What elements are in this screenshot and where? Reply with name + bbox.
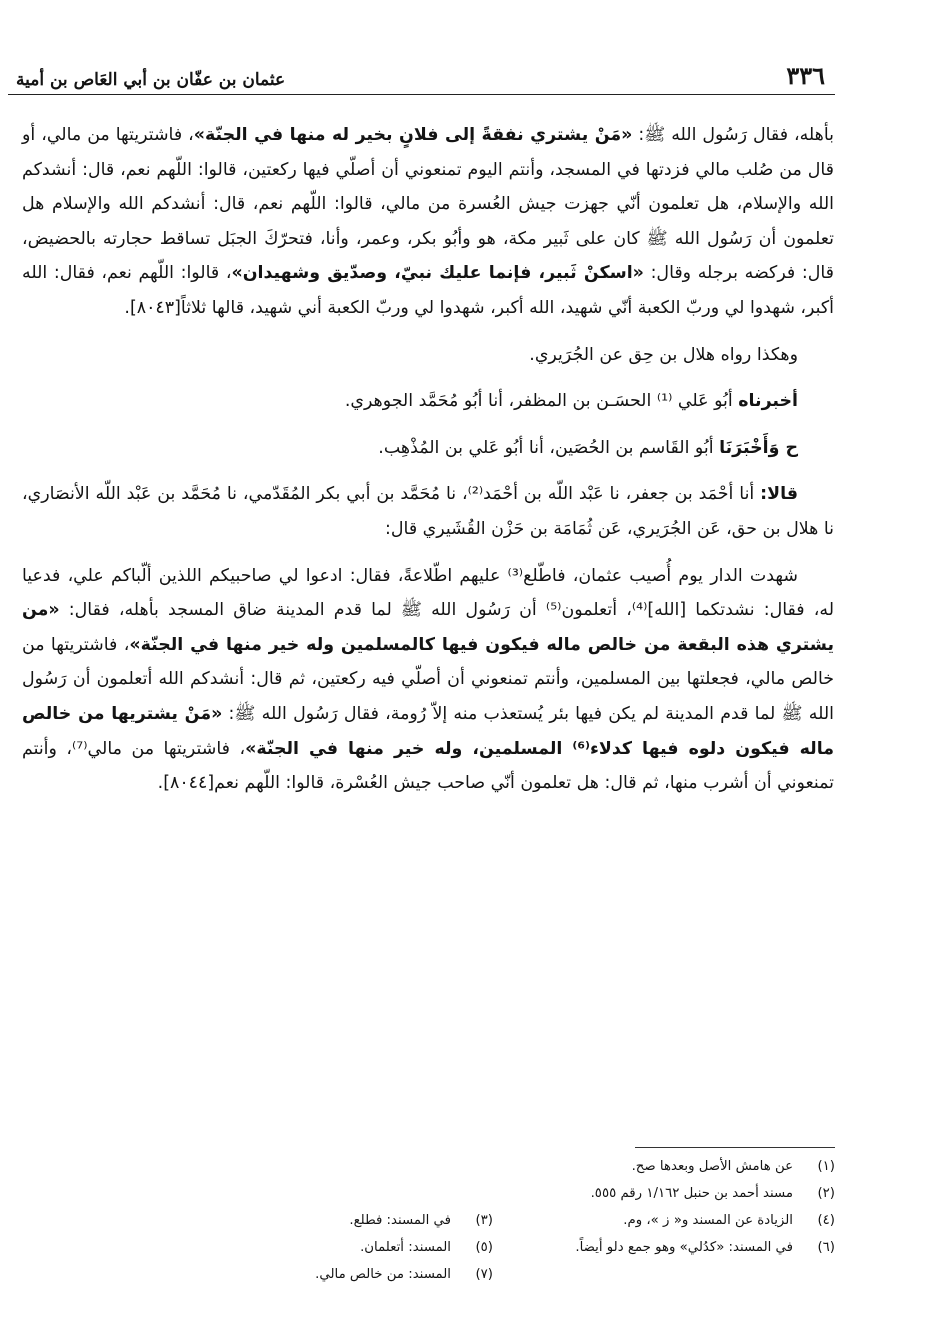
para4-text: أبُو القَاسم بن الحُصَين، أنا أبُو عَلي بن المُذْهِب. [378, 437, 720, 458]
footnote-row [150, 1180, 835, 1207]
footnote-row [150, 1153, 835, 1180]
paragraph-5 [22, 477, 834, 546]
para6-reference: [٨٠٤٤] [163, 773, 215, 794]
footnote-1 [493, 1153, 835, 1180]
para1-reference: [٨٠٤٣] [129, 297, 181, 318]
footnote-number: (١) [817, 1159, 835, 1174]
para1-text-e: ، قالوا: اللّهم نعم، فقال: الله أكبر، شهدوا لي وربّ الكعبة أنّي شهيد، الله أكبر، شهدوا لي وربّ الكعبة أني شهيد، قالها ثلاثاً [22, 263, 834, 318]
para6-text-a: شهدت الدار يوم أُصيب عثمان، فاطّلع⁽³⁾ عليهم اطّلاعةً، فقال: ادعوا لي صاحبيكم اللذين ألّباكم علي، فدعيا له، فقال: نشدتكما [الله]⁽⁴⁾، أتعلمون⁽⁵⁾ أن رَسُول الله ﷺ لما قدم المدينة ضاق المسجد بأهله، فقال: [22, 565, 834, 621]
para6-hadith-2: «مَنْ يشتريها من خالص ماله فيكون دلوه فيها كدلاء⁽⁶⁾ المسلمين، وله خير منها في الجنّة» [22, 703, 834, 759]
footnote-number: (٣) [475, 1213, 493, 1228]
para1-hadith-1: «مَنْ يشتري نفقةً إلى فلانٍ بخير له منها في الجنّة» [193, 125, 633, 145]
para1-text-c: ، فاشتريتها من مالي، أو قال من صُلب مالي فزدتها في المسجد، وأنتم اليوم تمنعوني أن أصلّي فيها ركعتين، قالوا: اللّهم نعم، قال: أنشدكم الله والإسلام، هل تعلمون أنّي جهزت جيش العُسرة من مالي، قالوا: اللّهم نعم، قال: أنشدكم الله والإسلام هل تعلمون أن رَسُول الله ﷺ كان على ثَبير مكة، هو وأبُو بكر، وعمر، وأنا، فتحرّكَ الجبَل تساقط حجارته بالحضيض، قال: فركضه برجله وقال: [22, 125, 834, 284]
footnote-text: في المسند: «كدُلي» وهو جمع دلو أيضاً. [575, 1240, 793, 1255]
footnote-text: في المسند: فطلع. [349, 1213, 451, 1228]
para5-text: أنا أحْمَد بن جعفر، نا عَبْد اللّه بن أحْمَد⁽²⁾، نا مُحَمَّد بن أبي بكر المُقَدّمي، نا مُحَمَّد بن عَبْد اللّه الأنصَاري، نا هلال بن حق، عَن الجُرَيري، عَن ثُمَامَة بن حَزْن القُشَيري قال: [22, 484, 834, 539]
footnote-row [150, 1234, 835, 1261]
main-text [22, 118, 834, 801]
para3-label: أخبرناه [738, 391, 798, 412]
para4-label: ح وَأَخْبَرَنَا [719, 437, 798, 458]
paragraph-2: وهكذا رواه هلال بن حِق عن الجُرَيري. [529, 344, 798, 365]
para3-text: أبُو عَلي ⁽¹⁾ الحسَـن بن المظفر، أنا أبُو مُحَمَّد الجوهري. [344, 391, 739, 412]
paragraph-4 [22, 431, 834, 466]
footnote-text: الزيادة عن المسند و« ز »، وم. [623, 1213, 793, 1228]
paragraph-1: بأهله، فقال رَسُول الله ﷺ: «مَنْ يشتري نفقةً إلى فلانٍ بخير له منها في الجنّة»، فاشتريتها من مالي، أو قال من صُلب مالي فزدتها في المسجد، وأنتم اليوم تمنعوني أن أصلّي فيها ركعتين، قالوا: اللّهم نعم، قال: أنشدكم الله والإسلام، هل تعلمون أنّي جهزت جيش العُسرة من مالي، قالوا: اللّهم نعم، قال: أنشدكم الله والإسلام هل تعلمون أن رَسُول الله ﷺ كان على ثَبير مكة، هو وأبُو بكر، وعمر، وأنا، فتحرّكَ الجبَل تساقط حجارته بالحضيض، قال: فركضه برجله وقال: «اسكنْ ثَبير، فإنما عليك نبيّ، وصدّيق وشهيدان»، قالوا: اللّهم نعم، فقال: الله أكبر، شهدوا لي وربّ الكعبة أنّي شهيد، الله أكبر، شهدوا لي وربّ الكعبة أني شهيد، قالها ثلاثاً[٨٠٤٣]. [22, 125, 834, 318]
footnote-7 [151, 1261, 493, 1288]
footnote-5 [151, 1234, 493, 1261]
footnote-number: (٦) [817, 1240, 835, 1255]
footnotes [150, 1153, 835, 1288]
footnote-row [150, 1261, 835, 1288]
para6-text-c: ، فاشتريتها من خالص مالي، فجعلتها بين المسلمين، وأنتم تمنعوني أن أصلّي فيه ركعتين، ثم قال: أنشدكم الله أتعلمون أن رَسُول الله ﷺ لما قدم المدينة لم يكن فيها بئر يُستعذب منه إلاّ رُومة، فقال رَسُول الله ﷺ: [22, 634, 834, 724]
page-number: ٣٣٦ [786, 61, 825, 90]
footnote-text: المسند: أتعلمان. [360, 1240, 451, 1255]
paragraph-3 [22, 384, 834, 419]
running-header [8, 52, 835, 95]
footnote-row [150, 1207, 835, 1234]
footnote-4 [493, 1207, 835, 1234]
running-title: عثمان بن عفّان بن أبي العَاص بن أمية [16, 70, 286, 90]
para6-text-e: ، فاشتريتها من مالي⁽⁷⁾، وأنتم تمنعوني أن أشرب منها، ثم قال: هل تعلمون أنّي صاحب جيش العُسْرة، قالوا: اللّهم نعم [22, 738, 834, 794]
footnote-text: المسند: من خالص مالي. [315, 1267, 451, 1282]
footnote-3 [151, 1207, 493, 1234]
para6-hadith-1: «من يشتري هذه البقعة من خالص ماله فيكون فيها كالمسلمين وله خير منها في الجنّة» [22, 600, 834, 655]
para1-text-a: بأهله، فقال رَسُول الله ﷺ: [632, 125, 834, 145]
para1-hadith-2: «اسكنْ ثَبير، فإنما عليك نبيّ، وصدّيق وشهيدان» [231, 263, 644, 284]
footnote-number: (٥) [475, 1240, 493, 1255]
footnote-6 [493, 1234, 835, 1261]
footnote-text: مسند أحمد بن حنبل ١/١٦٢ رقم ٥٥٥. [590, 1186, 793, 1201]
footnote-2 [493, 1180, 835, 1207]
footnote-number: (٧) [475, 1267, 493, 1282]
footnote-text: عن هامش الأصل وبعدها صح. [631, 1159, 793, 1174]
footnote-number: (٢) [817, 1186, 835, 1201]
footnote-spacer [493, 1261, 835, 1288]
footnote-divider [635, 1147, 835, 1148]
paragraph-6: شهدت الدار يوم أُصيب عثمان، فاطّلع⁽³⁾ عليهم اطّلاعةً، فقال: ادعوا لي صاحبيكم اللذين ألّباكم علي، فدعيا له، فقال: نشدتكما [الله]⁽⁴⁾، أتعلمون⁽⁵⁾ أن رَسُول الله ﷺ لما قدم المدينة ضاق المسجد بأهله، فقال: «من يشتري هذه البقعة من خالص ماله فيكون فيها كالمسلمين وله خير منها في الجنّة»، فاشتريتها من خالص مالي، فجعلتها بين المسلمين، وأنتم تمنعوني أن أصلّي فيه ركعتين، ثم قال: أنشدكم الله أتعلمون أن رَسُول الله ﷺ لما قدم المدينة لم يكن فيها بئر يُستعذب منه إلاّ رُومة، فقال رَسُول الله ﷺ: «مَنْ يشتريها من خالص ماله فيكون دلوه فيها كدلاء⁽⁶⁾ المسلمين، وله خير منها في الجنّة»، فاشتريتها من مالي⁽⁷⁾، وأنتم تمنعوني أن أشرب منها، ثم قال: هل تعلمون أنّي صاحب جيش العُسْرة، قالوا: اللّهم نعم[٨٠٤٤]. [22, 565, 834, 794]
footnote-number: (٤) [817, 1213, 835, 1228]
para5-label: قالا: [760, 484, 798, 505]
